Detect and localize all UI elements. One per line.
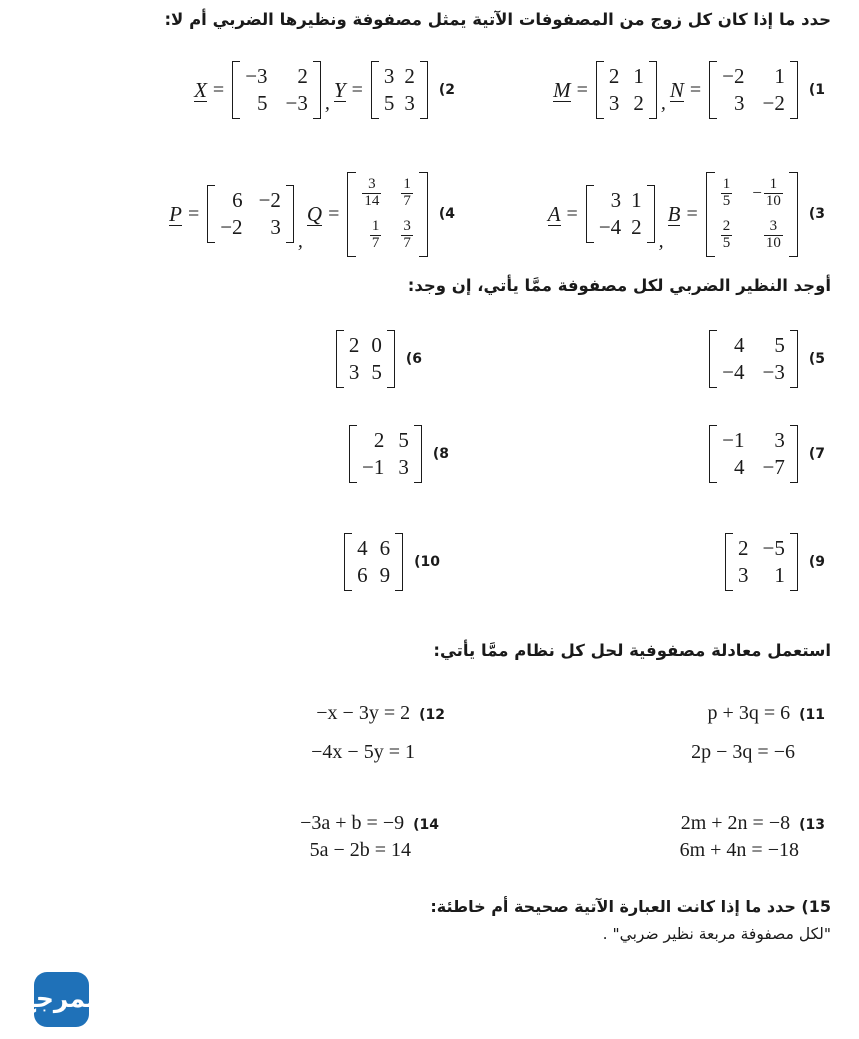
item-15-statement: "لكل مصفوفة مربعة نظير ضربي" .: [602, 925, 831, 943]
equals-sign: =: [187, 202, 200, 225]
bracket-right-icon: [790, 425, 798, 483]
fraction-denominator: 7: [403, 192, 411, 209]
matrix-cell: 5: [383, 90, 395, 115]
matrix-cell: −5: [762, 536, 785, 560]
fraction-denominator: 10: [765, 234, 781, 251]
matrix-5: [707, 330, 800, 388]
equals-sign: =: [686, 202, 698, 225]
item-15-prompt-line: [430, 897, 831, 916]
bracket-left-icon: [596, 61, 604, 119]
matrix-cell: 2: [348, 333, 360, 357]
matrix-7: [707, 425, 800, 483]
matrix-cell: 3: [610, 188, 622, 213]
matrix-9: [723, 533, 800, 591]
equals-sign: =: [689, 78, 702, 101]
item-number-15: 15): [801, 897, 831, 916]
bracket-left-icon: [706, 172, 715, 257]
bracket-right-icon: [647, 185, 655, 243]
item-number-9: (9: [808, 554, 825, 571]
matrix-10: [342, 533, 405, 591]
equals-sign: =: [328, 202, 340, 225]
fraction-denominator: 7: [371, 234, 380, 251]
matrix-Q: [345, 172, 430, 257]
equals-sign: =: [566, 202, 578, 225]
matrix-cell: 2: [404, 64, 415, 88]
item-number-7: (7: [808, 446, 825, 463]
comma-separator: ,: [324, 92, 330, 115]
equals-sign: =: [576, 78, 588, 101]
matrix-cell: −4: [598, 214, 622, 239]
matrix-cell: 9: [379, 562, 391, 587]
matrix-cell: 2: [297, 64, 308, 88]
brand-logo: [18, 972, 105, 1027]
equation-line-1: 2m + 2n = −8: [680, 812, 791, 834]
matrix-pair-3: [548, 172, 825, 257]
bracket-right-icon: [790, 61, 798, 119]
bracket-left-icon: [709, 330, 717, 388]
true-false-item-15: [430, 897, 831, 943]
fraction-denominator: 10: [765, 192, 781, 209]
equation-line-1: −3a + b = −9: [300, 812, 405, 834]
matrix-pair-1: [553, 61, 825, 119]
matrix-M: [594, 61, 659, 119]
matrix-cell: 3: [398, 454, 409, 479]
matrix-cell: 2: [633, 90, 644, 115]
matrix-cell: 1: [631, 188, 642, 213]
item-15-prompt: حدد ما إذا كانت العبارة الآتية صحيحة أم خاطئة:: [430, 897, 796, 916]
matrix-cell: 6: [379, 536, 391, 560]
matrix-cell: 3: [608, 90, 620, 115]
matrix-pair-2: [194, 61, 455, 119]
matrix-cell: −2: [258, 188, 281, 213]
bracket-left-icon: [347, 172, 356, 257]
bracket-left-icon: [709, 425, 717, 483]
matrix-item-5: [707, 330, 825, 388]
matrix-X: [230, 61, 323, 119]
matrix-pair-1-expression: [553, 61, 800, 119]
matrix-item-8: [347, 425, 449, 483]
equation-line-2: 2p − 3q = −6: [691, 741, 795, 763]
matrix-cell: 3: [404, 90, 415, 115]
matrix-cell: 2: [373, 428, 385, 452]
bracket-left-icon: [344, 533, 352, 591]
item-number-1: (1: [808, 82, 825, 99]
matrix-8: [347, 425, 424, 483]
item-number-8: (8: [432, 446, 449, 463]
matrix-label-X: X: [194, 77, 207, 102]
matrix-cell: [721, 219, 733, 252]
equation-system-12: [311, 703, 445, 762]
bracket-right-icon: [414, 425, 422, 483]
bracket-right-icon: [790, 533, 798, 591]
equation-system-14: [300, 813, 439, 860]
matrix-cell: 1: [774, 562, 785, 587]
comma-separator: ,: [297, 229, 303, 252]
item-number-13: (13: [799, 817, 825, 833]
item-number-3: (3: [808, 206, 825, 223]
matrix-cell: 5: [774, 333, 785, 357]
fraction-numerator: 1: [371, 217, 380, 234]
item-number-5: (5: [808, 351, 825, 368]
matrix-pair-4: [169, 172, 455, 257]
fraction-denominator: 14: [364, 192, 380, 209]
fraction-numerator: 3: [368, 176, 376, 192]
matrix-label-A: A: [547, 201, 561, 226]
equation-line-2: 6m + 4n = −18: [679, 839, 799, 861]
matrix-cell: 5: [257, 90, 268, 115]
matrix-item-10: [342, 533, 440, 591]
equation-line-1: p + 3q = 6: [707, 702, 791, 724]
matrix-A: [584, 185, 657, 243]
matrix-cell: [764, 219, 783, 252]
matrix-cell: [721, 177, 733, 210]
bracket-left-icon: [586, 185, 594, 243]
bracket-left-icon: [349, 425, 357, 483]
bracket-right-icon: [313, 61, 321, 119]
comma-separator: ,: [658, 229, 664, 252]
matrix-label-Y: Y: [333, 77, 346, 102]
matrix-cell: 2: [738, 536, 749, 560]
fraction-sign: −: [752, 182, 762, 202]
matrix-cell: 4: [734, 333, 745, 357]
item-number-12: (12: [419, 707, 445, 723]
matrix-cell: −3: [285, 90, 308, 115]
equals-sign: =: [212, 78, 225, 101]
item-number-11: (11: [799, 707, 825, 723]
fraction-numerator: 1: [769, 176, 778, 192]
fraction-denominator: 5: [722, 192, 731, 209]
fraction-denominator: 7: [403, 234, 411, 251]
equation-line-1: −x − 3y = 2: [316, 702, 411, 724]
matrix-cell: −4: [722, 359, 745, 384]
bracket-left-icon: [207, 185, 215, 243]
matrix-P: [205, 185, 296, 243]
matrix-cell: 6: [357, 562, 368, 587]
matrix-cell: −7: [762, 454, 785, 479]
matrix-cell: [401, 219, 413, 252]
matrix-cell: −1: [722, 428, 745, 452]
matrix-pair-3-expression: [548, 172, 800, 257]
bracket-left-icon: [336, 330, 344, 388]
matrix-cell: 6: [232, 188, 243, 213]
logo-glyph: المرجع: [18, 984, 105, 1013]
bracket-left-icon: [725, 533, 733, 591]
matrix-item-9: [723, 533, 825, 591]
matrix-N: [707, 61, 800, 119]
matrix-label-N: N: [669, 77, 684, 102]
item-number-10: (10: [414, 554, 440, 571]
matrix-cell: 2: [631, 214, 642, 239]
matrix-Y: [369, 61, 430, 119]
matrix-cell: 4: [357, 536, 368, 560]
matrix-cell: [362, 177, 381, 210]
matrix-label-B: B: [667, 201, 681, 226]
matrix-cell: 1: [633, 64, 644, 88]
item-number-2: (2: [438, 82, 455, 99]
item-number-6: (6: [405, 351, 422, 368]
item-number-4: (4: [438, 206, 455, 223]
matrix-cell: 5: [398, 428, 409, 452]
matrix-cell: [752, 177, 783, 210]
matrix-cell: [370, 219, 382, 252]
matrix-cell: −2: [722, 64, 745, 88]
bracket-right-icon: [395, 533, 403, 591]
matrix-B: [704, 172, 800, 257]
section-heading-3: استعمل معادلة مصفوفية لحل كل نظام ممَّا يأتي:: [433, 641, 831, 660]
matrix-pair-4-expression: [169, 172, 430, 257]
bracket-right-icon: [419, 172, 428, 257]
matrix-cell: 0: [371, 333, 382, 357]
matrix-cell: −1: [362, 454, 385, 479]
matrix-cell: 3: [348, 359, 360, 384]
bracket-left-icon: [232, 61, 240, 119]
equals-sign: =: [351, 78, 363, 101]
fraction-denominator: 5: [722, 234, 731, 251]
matrix-cell: 3: [734, 90, 745, 115]
matrix-cell: 2: [608, 64, 620, 88]
matrix-pair-2-expression: [194, 61, 430, 119]
fraction-numerator: 3: [403, 217, 411, 234]
matrix-cell: −2: [762, 90, 785, 115]
equation-system-13: [680, 813, 825, 860]
matrix-cell: 3: [774, 428, 785, 452]
matrix-cell: 3: [383, 64, 395, 88]
fraction-numerator: 1: [722, 176, 731, 192]
fraction-numerator: 2: [722, 217, 731, 234]
matrix-cell: −3: [245, 64, 268, 88]
matrix-cell: 3: [270, 214, 281, 239]
fraction-numerator: 3: [769, 217, 778, 234]
bracket-right-icon: [649, 61, 657, 119]
matrix-6: [334, 330, 397, 388]
matrix-cell: 5: [371, 359, 382, 384]
matrix-label-P: P: [169, 201, 182, 226]
matrix-cell: 4: [734, 454, 745, 479]
matrix-cell: −2: [220, 214, 243, 239]
equation-line-2: 5a − 2b = 14: [309, 839, 411, 861]
equation-system-11: [691, 703, 825, 762]
bracket-right-icon: [387, 330, 395, 388]
equation-line-2: −4x − 5y = 1: [311, 741, 415, 763]
section-heading-1: حدد ما إذا كان كل زوج من المصفوفات الآتية يمثل مصفوفة ونظيرها الضربي أم لا:: [164, 10, 831, 29]
fraction-numerator: 1: [403, 176, 411, 192]
comma-separator: ,: [660, 92, 666, 115]
matrix-label-Q: Q: [306, 201, 323, 226]
matrix-cell: 1: [774, 64, 785, 88]
matrix-item-7: [707, 425, 825, 483]
bracket-right-icon: [789, 172, 798, 257]
matrix-item-6: [334, 330, 422, 388]
matrix-cell: −3: [762, 359, 785, 384]
bracket-right-icon: [420, 61, 428, 119]
bracket-left-icon: [709, 61, 717, 119]
section-heading-2: أوجد النظير الضربي لكل مصفوفة ممَّا يأتي، إن وجد:: [407, 276, 831, 295]
matrix-label-M: M: [553, 77, 571, 102]
matrix-cell: 3: [738, 562, 749, 587]
item-number-14: (14: [413, 817, 439, 833]
bracket-left-icon: [371, 61, 379, 119]
bracket-right-icon: [790, 330, 798, 388]
matrix-cell: [401, 177, 413, 210]
bracket-right-icon: [286, 185, 294, 243]
